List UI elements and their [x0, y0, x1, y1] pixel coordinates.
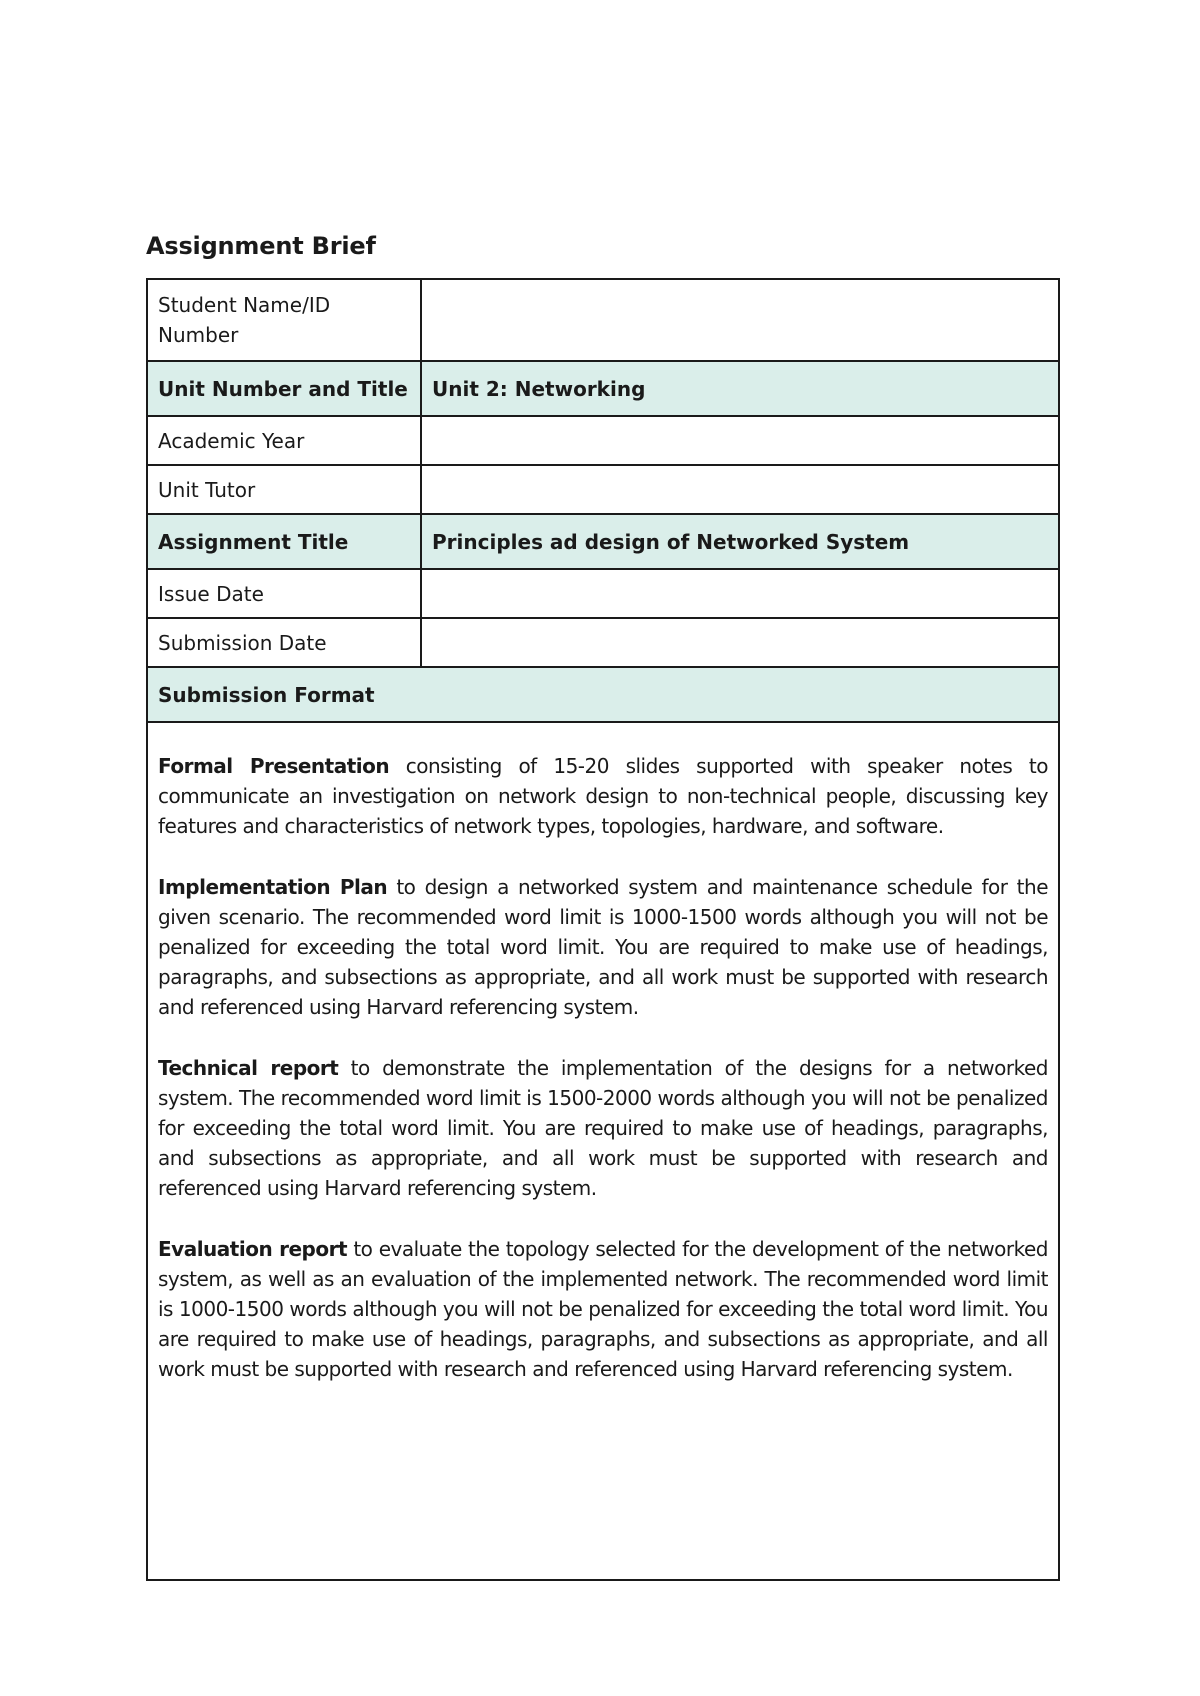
- format-item-presentation: [158, 751, 1048, 842]
- label-unit-tutor: Unit Tutor: [147, 465, 421, 514]
- value-issue-date: [421, 569, 1059, 618]
- format-item-text: to design a networked system and maintenance schedule for the given scenario. The recommended word limit is 1000-1500 words although you will not be penalized for exceeding the total word limit. You are required to make use of headings, paragraphs, and subsections as appropriate, and all work must be supported with research and referenced using Harvard referencing system.: [158, 874, 1048, 1020]
- value-student-name: [421, 279, 1059, 361]
- row-submission-format-heading: [147, 667, 1059, 722]
- label-student-name: Student Name/ID Number: [147, 279, 421, 361]
- format-item-text: to demonstrate the implementation of the designs for a networked system. The recommended word limit is 1500-2000 words although you will not be penalized for exceeding the total word limit. You are required to make use of headings, paragraphs, and subsections as appropriate, and all work must be supported with research and referenced using Harvard referencing system.: [158, 1055, 1048, 1201]
- row-submission-format-body: [147, 722, 1059, 1580]
- value-unit-tutor: [421, 465, 1059, 514]
- label-academic-year: Academic Year: [147, 416, 421, 465]
- value-academic-year: [421, 416, 1059, 465]
- row-academic-year: [147, 416, 1059, 465]
- label-submission-date: Submission Date: [147, 618, 421, 667]
- format-item-lead: Implementation Plan: [158, 874, 388, 899]
- row-unit-number-title: [147, 361, 1059, 416]
- label-unit-number-title: Unit Number and Title: [147, 361, 421, 416]
- value-assignment-title: Principles ad design of Networked System: [421, 514, 1059, 569]
- value-submission-date: [421, 618, 1059, 667]
- row-assignment-title: [147, 514, 1059, 569]
- submission-format-heading: Submission Format: [147, 667, 1059, 722]
- submission-format-body: [147, 722, 1059, 1580]
- label-issue-date: Issue Date: [147, 569, 421, 618]
- page-title: Assignment Brief: [146, 232, 376, 260]
- label-assignment-title: Assignment Title: [147, 514, 421, 569]
- format-item-lead: Formal Presentation: [158, 754, 390, 778]
- value-unit-number-title: Unit 2: Networking: [421, 361, 1059, 416]
- format-item-technical-report: [158, 1053, 1048, 1204]
- format-item-lead: Technical report: [158, 1055, 339, 1080]
- format-item-text: consisting of 15-20 slides supported with speaker notes to communicate an investigation on network design to non-technical people, discussing key features and characteristics of network types, topologies, hardware, and software.: [158, 754, 1048, 839]
- row-issue-date: [147, 569, 1059, 618]
- format-item-evaluation-report: [158, 1234, 1048, 1385]
- assignment-brief-table: [146, 278, 1060, 1581]
- format-item-lead: Evaluation report: [158, 1236, 348, 1261]
- row-submission-date: [147, 618, 1059, 667]
- row-unit-tutor: [147, 465, 1059, 514]
- format-item-text: to evaluate the topology selected for the development of the networked system, as well as an evaluation of the implemented network. The recommended word limit is 1000-1500 words although you will not be penalized for exceeding the total word limit. You are required to make use of headings, paragraphs, and subsections as appropriate, and all work must be supported with research and referenced using Harvard referencing system.: [158, 1236, 1048, 1382]
- row-student-name: [147, 279, 1059, 361]
- format-item-implementation-plan: [158, 872, 1048, 1023]
